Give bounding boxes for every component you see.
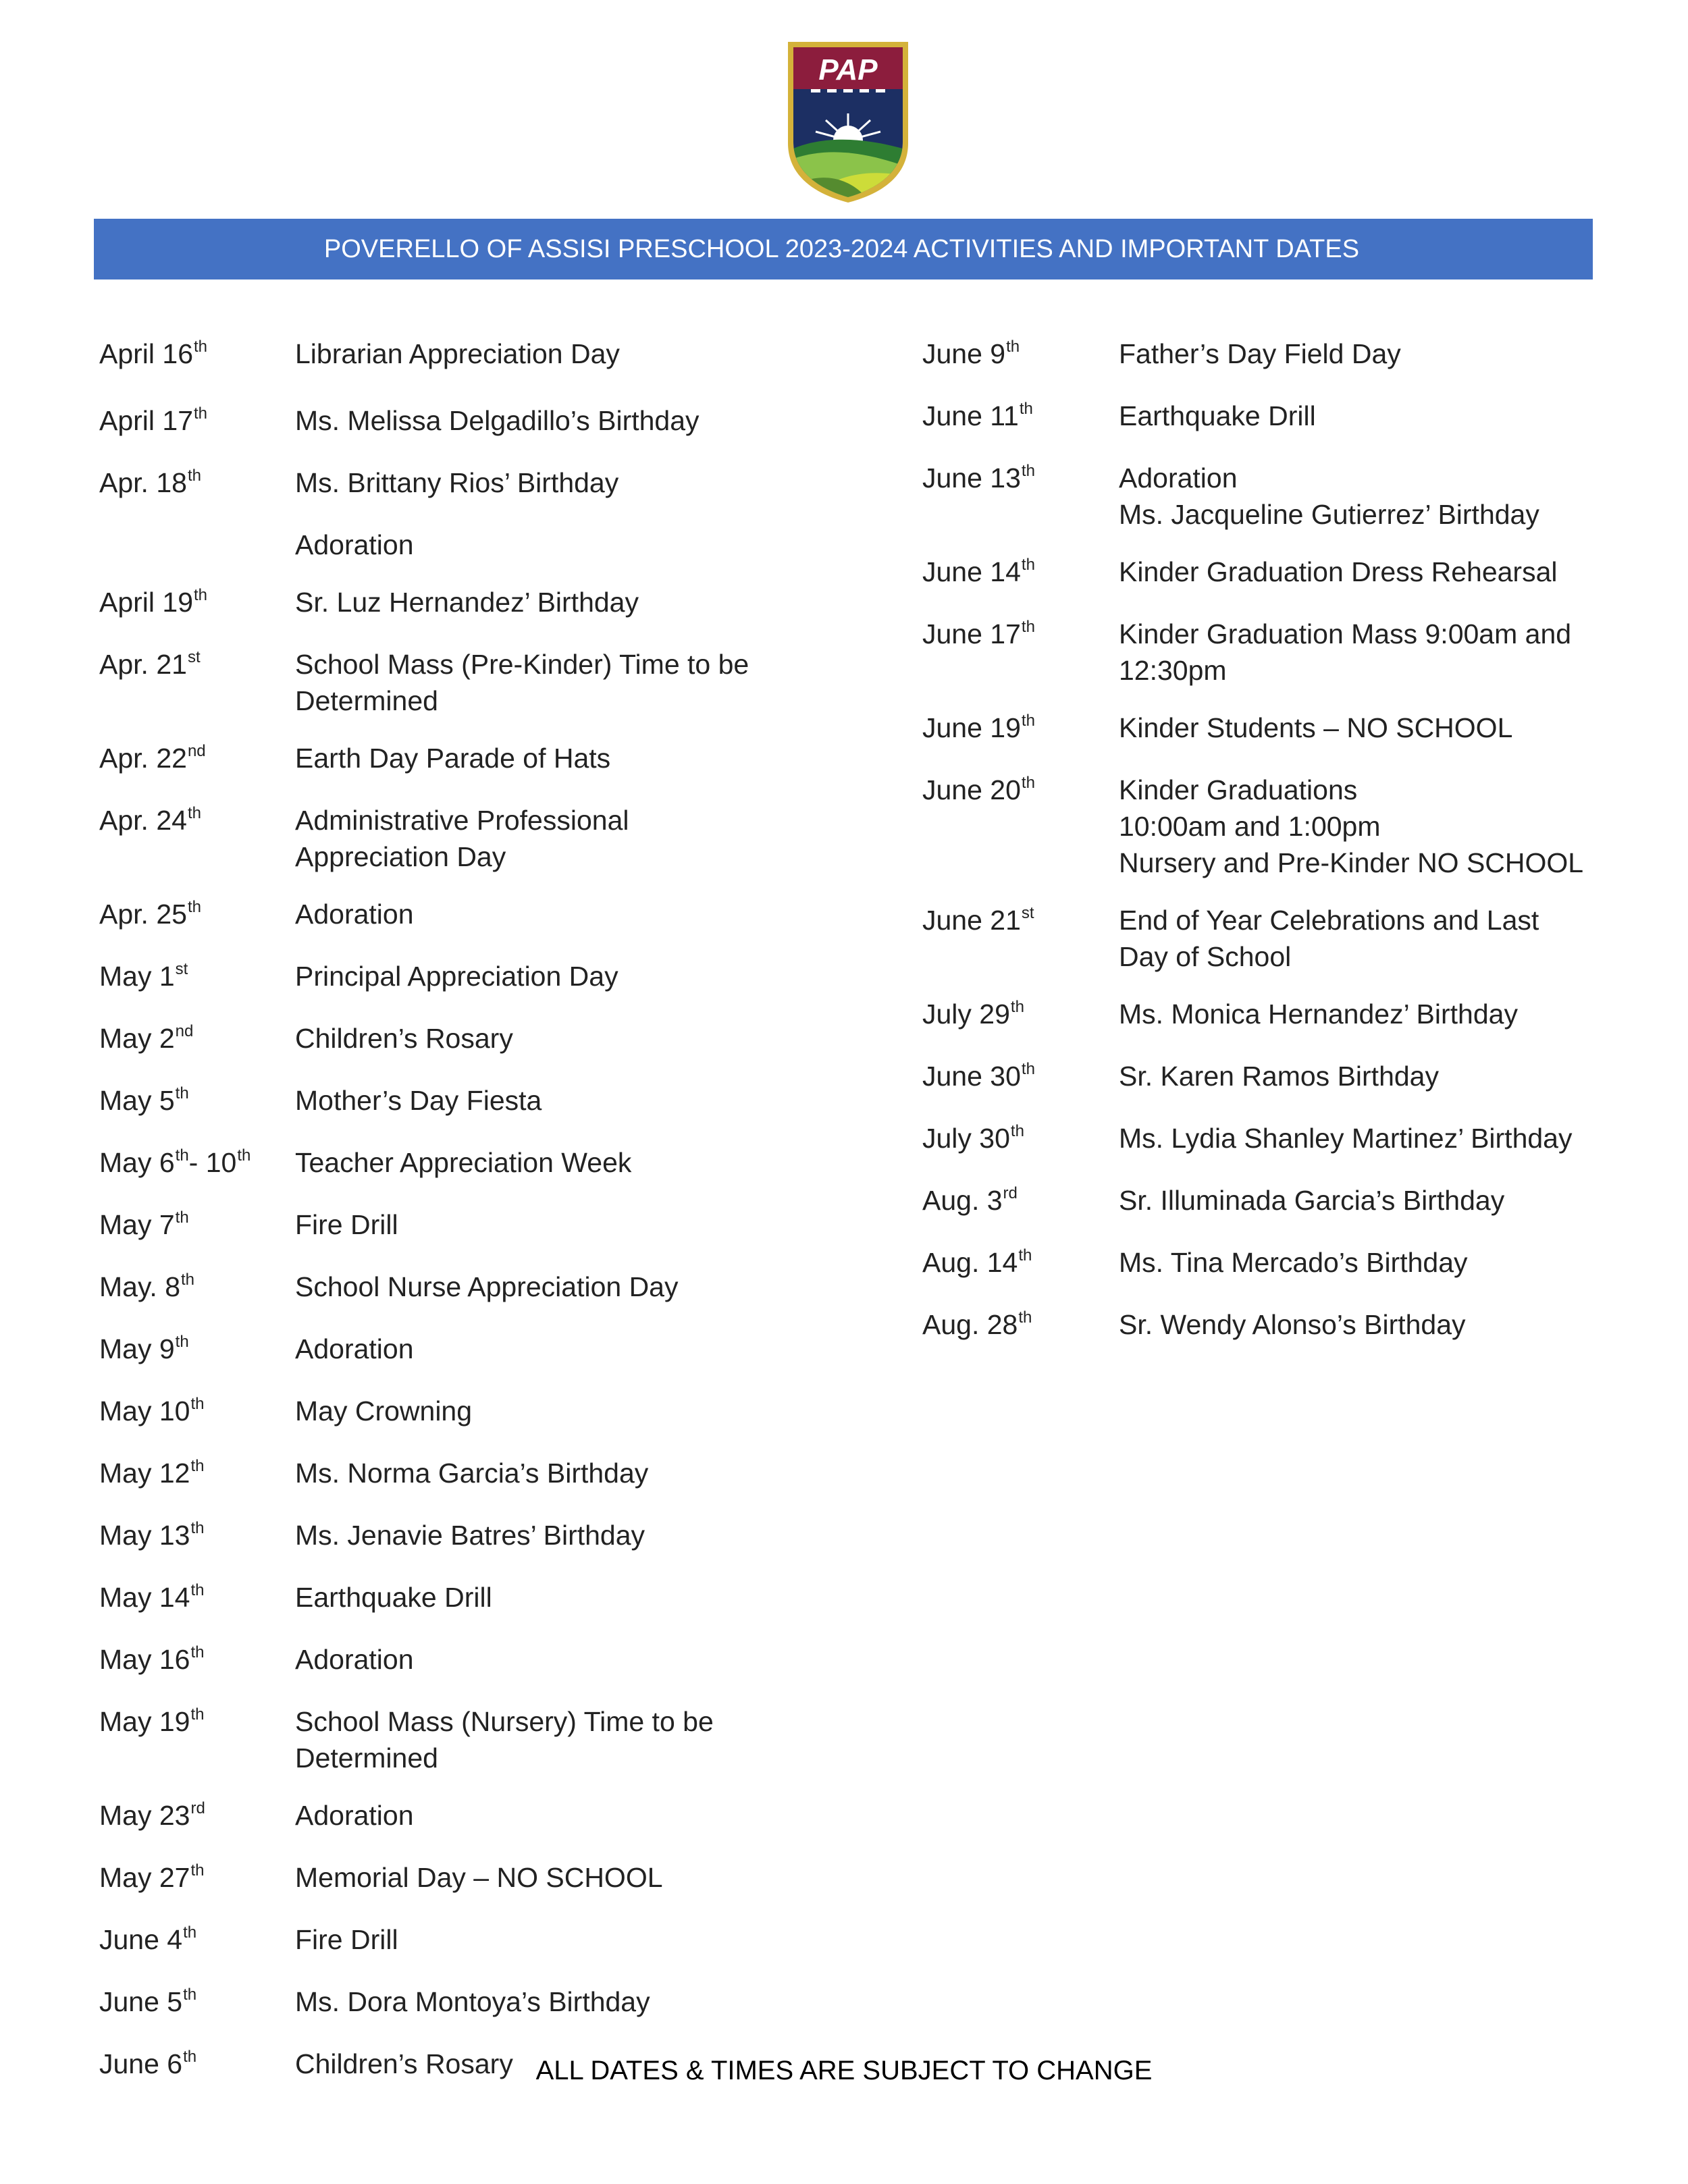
event-description — [295, 1020, 513, 1057]
schedule-row — [99, 1393, 808, 1434]
event-line: Sr. Illuminada Garcia’s Birthday — [1119, 1185, 1505, 1216]
event-line: Kinder Students – NO SCHOOL — [1119, 712, 1513, 743]
event-line: School Mass (Nursery) Time to be — [295, 1706, 714, 1737]
schedule-row — [99, 802, 808, 875]
schedule-row — [99, 1082, 808, 1123]
event-description — [295, 1579, 492, 1616]
school-crest-logo — [785, 41, 911, 203]
event-line: Appreciation Day — [295, 841, 506, 872]
event-date: May 9th — [99, 1333, 189, 1364]
event-date: April 16th — [99, 338, 208, 369]
event-description — [295, 1393, 472, 1429]
right-date-column — [922, 336, 1598, 1348]
event-line: Determined — [295, 685, 438, 716]
event-description — [295, 527, 414, 563]
schedule-row — [99, 1331, 808, 1372]
event-description — [1119, 616, 1571, 689]
schedule-row — [922, 554, 1598, 595]
event-date: June 30th — [922, 1060, 1035, 1092]
event-line: Kinder Graduations — [1119, 774, 1358, 805]
event-line: Ms. Norma Garcia’s Birthday — [295, 1458, 649, 1489]
event-line: Sr. Karen Ramos Birthday — [1119, 1061, 1439, 1092]
event-line: Sr. Luz Hernandez’ Birthday — [295, 587, 639, 618]
event-description — [1119, 1120, 1572, 1156]
event-description — [295, 958, 618, 994]
event-date: May 12th — [99, 1457, 205, 1489]
event-date: May. 8th — [99, 1271, 195, 1302]
event-description — [1119, 902, 1539, 975]
event-description — [295, 336, 620, 372]
event-date: May 19th — [99, 1705, 205, 1737]
schedule-row — [922, 996, 1598, 1037]
page-title: POVERELLO OF ASSISI PRESCHOOL 2023-2024 ACTIVITIES AND IMPORTANT DATES — [323, 234, 1360, 263]
event-description — [295, 802, 629, 875]
event-date: May 10th — [99, 1395, 205, 1427]
schedule-row — [922, 1244, 1598, 1285]
event-line: Teacher Appreciation Week — [295, 1147, 632, 1178]
event-line: Adoration — [295, 1333, 414, 1364]
event-date: May 7th — [99, 1208, 189, 1240]
event-line: Administrative Professional — [295, 805, 629, 836]
event-description — [295, 1082, 542, 1119]
event-line: Mother’s Day Fiesta — [295, 1085, 542, 1116]
event-line: Librarian Appreciation Day — [295, 338, 620, 369]
event-description — [1119, 1058, 1439, 1094]
event-date: May 2nd — [99, 1022, 194, 1054]
event-description — [1119, 772, 1583, 881]
event-line: Day of School — [1119, 941, 1292, 972]
left-date-column — [99, 336, 808, 2087]
event-line: 12:30pm — [1119, 655, 1227, 686]
event-date: June 6th — [99, 2048, 197, 2079]
event-line: Ms. Melissa Delgadillo’s Birthday — [295, 405, 700, 436]
event-line: May Crowning — [295, 1395, 473, 1427]
event-date: May 6th- 10th — [99, 1146, 251, 1178]
event-description — [295, 646, 749, 719]
event-description — [295, 1703, 714, 1776]
schedule-row — [99, 1797, 808, 1838]
event-description — [295, 402, 700, 439]
event-date: May 16th — [99, 1643, 205, 1675]
event-line: Adoration — [295, 899, 414, 930]
event-line: Adoration — [295, 1644, 414, 1675]
event-description — [295, 1517, 645, 1553]
event-line: Kinder Graduation Mass 9:00am and — [1119, 618, 1572, 649]
event-date: June 14th — [922, 556, 1035, 587]
event-line: Earthquake Drill — [295, 1582, 492, 1613]
event-date: July 30th — [922, 1122, 1024, 1154]
schedule-row — [99, 1269, 808, 1310]
event-description — [295, 1144, 631, 1181]
footer-note: ALL DATES & TIMES ARE SUBJECT TO CHANGE — [535, 2056, 1153, 2085]
event-date: April 19th — [99, 586, 208, 618]
schedule-row — [99, 1206, 808, 1248]
schedule-row — [922, 902, 1598, 975]
event-date: June 17th — [922, 618, 1035, 649]
schedule-row — [922, 772, 1598, 881]
event-date: Apr. 18th — [99, 467, 201, 498]
schedule-row — [99, 646, 808, 719]
schedule-row — [99, 527, 808, 563]
schedule-row — [99, 896, 808, 937]
event-date: June 9th — [922, 338, 1020, 369]
schedule-row — [922, 398, 1598, 439]
schedule-row — [99, 1921, 808, 1963]
event-date: May 1st — [99, 960, 188, 992]
event-line: School Nurse Appreciation Day — [295, 1271, 679, 1302]
event-date: May 27th — [99, 1861, 205, 1893]
event-line: Adoration — [295, 1800, 414, 1831]
event-line: Ms. Lydia Shanley Martinez’ Birthday — [1119, 1123, 1573, 1154]
event-description — [1119, 996, 1518, 1032]
event-line: Nursery and Pre-Kinder NO SCHOOL — [1119, 847, 1584, 878]
event-line: Principal Appreciation Day — [295, 961, 618, 992]
schedule-row — [922, 1306, 1598, 1348]
schedule-row — [922, 336, 1598, 377]
schedule-row — [99, 1983, 808, 2025]
event-line: Adoration — [1119, 462, 1238, 494]
event-line: Earthquake Drill — [1119, 400, 1316, 431]
event-date: Apr. 21st — [99, 648, 201, 680]
schedule-row — [99, 584, 808, 625]
schedule-row — [99, 1144, 808, 1186]
event-line: Ms. Tina Mercado’s Birthday — [1119, 1247, 1468, 1278]
event-description — [1119, 1244, 1468, 1281]
schedule-row — [922, 1058, 1598, 1099]
event-description — [295, 1983, 650, 2020]
header-banner — [94, 219, 1593, 279]
schedule-row — [99, 1455, 808, 1496]
schedule-row — [99, 958, 808, 999]
schedule-row — [922, 616, 1598, 689]
event-date: June 4th — [99, 1923, 197, 1955]
event-line: Determined — [295, 1742, 438, 1774]
event-line: Father’s Day Field Day — [1119, 338, 1401, 369]
schedule-row — [99, 336, 808, 377]
event-line: Ms. Brittany Rios’ Birthday — [295, 467, 619, 498]
event-date: June 19th — [922, 712, 1035, 743]
schedule-row — [922, 1182, 1598, 1223]
schedule-row — [99, 740, 808, 781]
event-date: Aug. 3rd — [922, 1184, 1018, 1216]
event-line: School Mass (Pre-Kinder) Time to be — [295, 649, 749, 680]
event-description — [295, 1269, 678, 1305]
event-description — [1119, 554, 1558, 590]
event-date: Apr. 24th — [99, 804, 201, 836]
event-line: Fire Drill — [295, 1924, 398, 1955]
schedule-row — [99, 402, 808, 444]
schedule-row — [99, 1020, 808, 1061]
event-line: Ms. Jenavie Batres’ Birthday — [295, 1520, 645, 1551]
event-description — [295, 1455, 648, 1491]
event-line: Kinder Graduation Dress Rehearsal — [1119, 556, 1558, 587]
event-line: Sr. Wendy Alonso’s Birthday — [1119, 1309, 1466, 1340]
event-description — [1119, 398, 1316, 434]
event-description — [295, 464, 618, 501]
event-date: July 29th — [922, 998, 1024, 1030]
event-date: May 23rd — [99, 1799, 205, 1831]
schedule-row — [99, 464, 808, 506]
event-line: Ms. Dora Montoya’s Birthday — [295, 1986, 650, 2017]
event-date: May 5th — [99, 1084, 189, 1116]
schedule-row — [99, 1641, 808, 1682]
event-date: Apr. 22nd — [99, 742, 206, 774]
event-description — [295, 584, 639, 620]
event-description — [1119, 1182, 1504, 1219]
event-date: May 14th — [99, 1581, 205, 1613]
event-description — [1119, 460, 1539, 533]
event-description — [295, 1859, 663, 1896]
event-date: Apr. 25th — [99, 898, 201, 930]
event-description — [295, 1797, 414, 1834]
event-date: May 13th — [99, 1519, 205, 1551]
event-date: June 11th — [922, 400, 1033, 431]
logo-initials: PAP — [818, 53, 878, 86]
event-line: Earth Day Parade of Hats — [295, 743, 611, 774]
event-date: April 17th — [99, 404, 208, 436]
event-line: Children’s Rosary — [295, 1023, 513, 1054]
event-line: Children’s Rosary — [295, 2048, 513, 2079]
event-description — [295, 1641, 414, 1678]
event-description — [295, 896, 414, 932]
event-line: Fire Drill — [295, 1209, 398, 1240]
event-date: June 5th — [99, 1986, 197, 2017]
event-line: Adoration — [295, 529, 414, 560]
schedule-row — [99, 1517, 808, 1558]
event-description — [295, 1921, 398, 1958]
event-date: June 21st — [922, 904, 1034, 936]
event-line: Ms. Monica Hernandez’ Birthday — [1119, 998, 1518, 1030]
event-date: Aug. 28th — [922, 1308, 1032, 1340]
event-date: Aug. 14th — [922, 1246, 1032, 1278]
event-line: Memorial Day – NO SCHOOL — [295, 1862, 663, 1893]
event-date: June 13th — [922, 462, 1035, 494]
schedule-row — [922, 710, 1598, 751]
schedule-row — [99, 1859, 808, 1900]
event-description — [295, 1331, 414, 1367]
event-description — [1119, 336, 1401, 372]
event-line: 10:00am and 1:00pm — [1119, 811, 1381, 842]
schedule-row — [99, 1703, 808, 1776]
event-line: Ms. Jacqueline Gutierrez’ Birthday — [1119, 499, 1539, 530]
event-description — [1119, 710, 1512, 746]
schedule-row — [922, 1120, 1598, 1161]
event-date: June 20th — [922, 774, 1035, 805]
event-description — [295, 1206, 398, 1243]
schedule-row — [922, 460, 1598, 533]
event-description — [295, 740, 610, 776]
schedule-row — [99, 1579, 808, 1620]
event-line: End of Year Celebrations and Last — [1119, 905, 1539, 936]
event-description — [1119, 1306, 1466, 1343]
